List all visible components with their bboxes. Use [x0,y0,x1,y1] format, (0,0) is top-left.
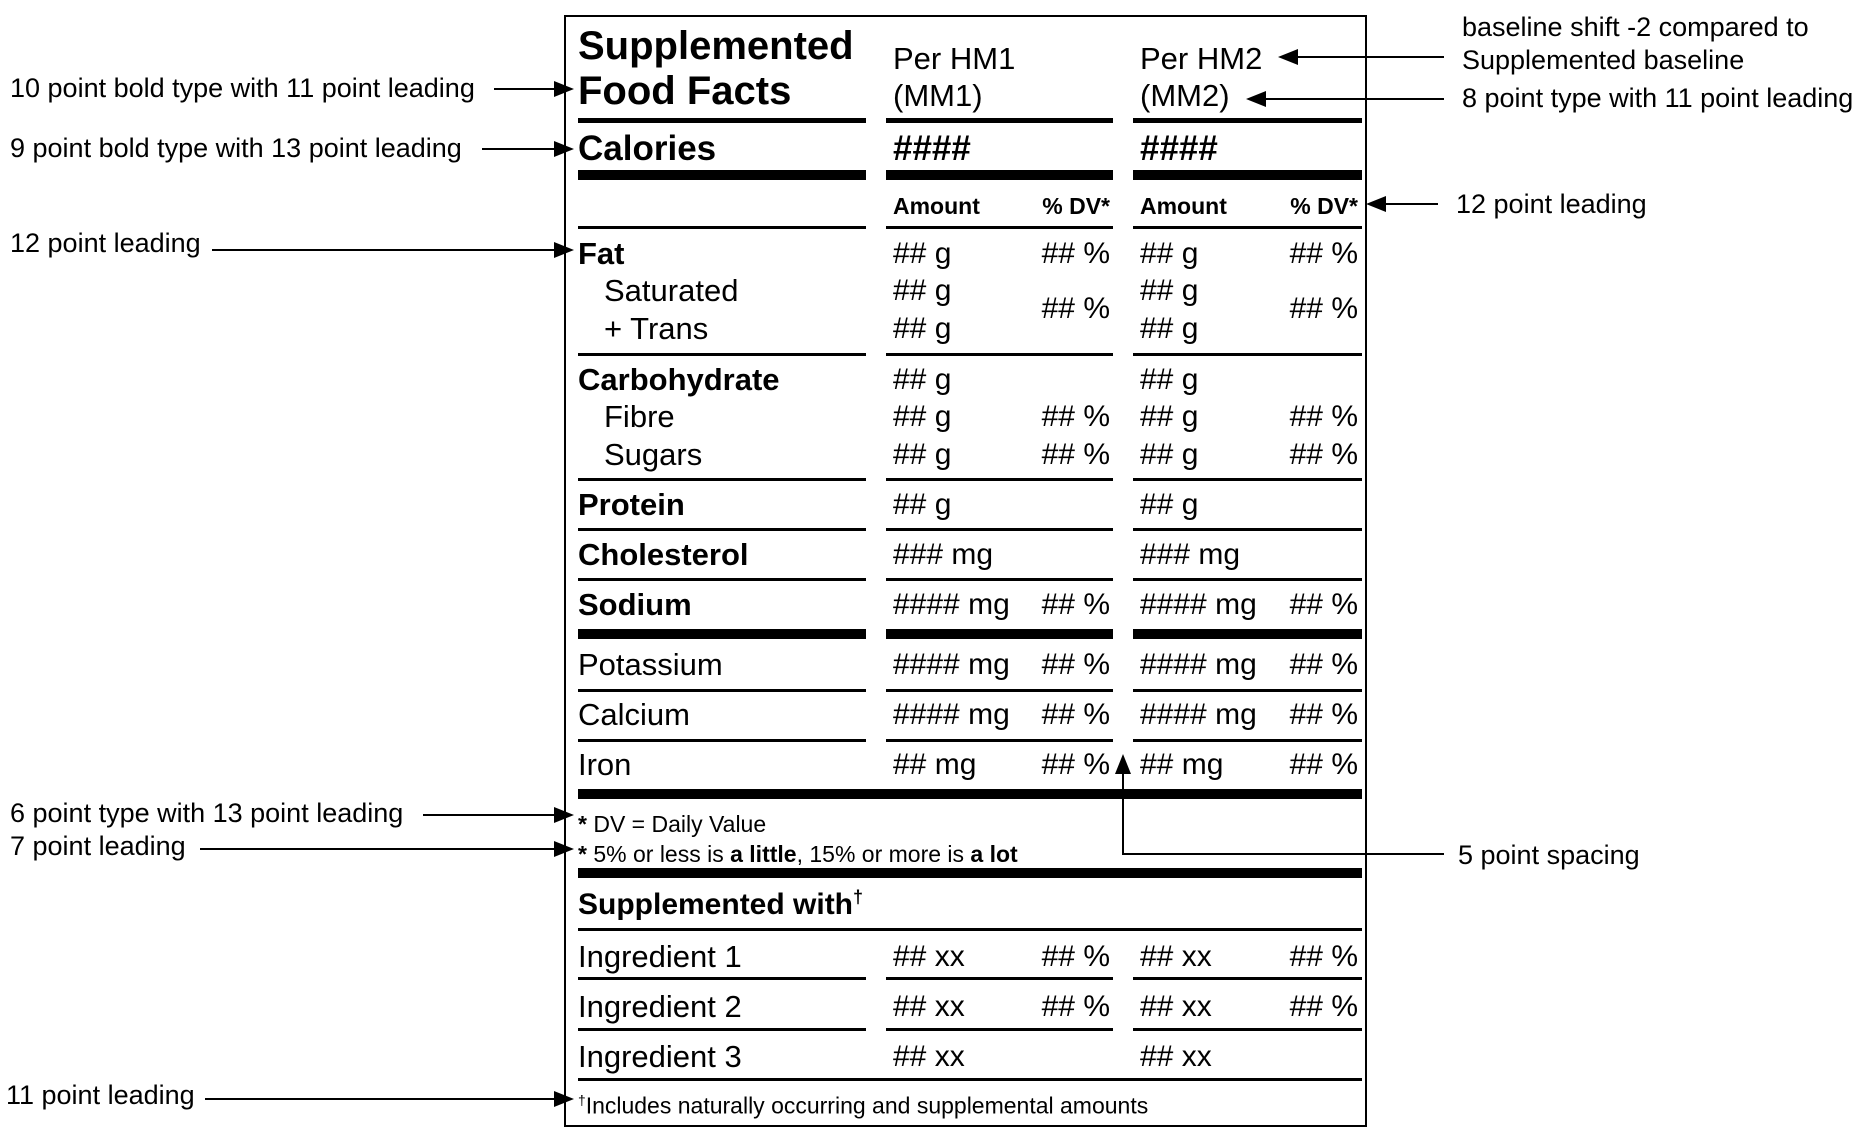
fat-col1-dv: ## % [1041,237,1110,270]
footnote-2-text-c: , 15% or more is [796,841,971,867]
iron-col2-amount: ## mg [1140,748,1224,781]
iron-col1-amount: ## mg [893,748,977,781]
protein-col1-amount: ## g [893,488,952,521]
arrow-line [1122,772,1124,855]
iron-col2-dv: ## % [1289,748,1358,781]
annotation-fat-leading: 12 point leading [10,228,201,258]
row-rule [1133,977,1362,980]
footnote-2-bold-a-lot: a lot [970,841,1018,867]
footnote-percent-guide [578,843,1018,866]
nutrient-cholesterol-label: Cholesterol [578,537,749,572]
potassium-col2-amount: #### mg [1140,648,1257,681]
calcium-col1-dv: ## % [1041,698,1110,731]
calories-col2: #### [1140,129,1218,168]
calcium-col1-amount: #### mg [893,698,1010,731]
dagger-footnote-text: Includes naturally occurring and supplemental amounts [585,1092,1149,1119]
col2-header-line2: (MM2) [1140,78,1230,113]
arrow-left-icon [1278,49,1298,65]
row-rule [578,977,866,980]
arrow-line [1266,98,1444,100]
ingredient-2-col1-amount: ## xx [893,990,965,1023]
sugars-col2-dv: ## % [1289,438,1358,471]
col1-header-line1: Per HM1 [893,41,1016,76]
trans-col2-amount: ## g [1140,312,1199,345]
row-rule [886,739,1113,742]
ingredient-2-col2-amount: ## xx [1140,990,1212,1023]
ingredient-1-col2-amount: ## xx [1140,940,1212,973]
arrow-left-icon [1246,91,1266,107]
ingredient-3-label: Ingredient 3 [578,1039,742,1074]
label-title-line1: Supplemented [578,24,854,68]
section-bar [1133,629,1362,639]
ingredient-1-col1-dv: ## % [1041,940,1110,973]
calories-label: Calories [578,129,717,168]
row-rule [886,226,1113,229]
ingredient-3-col2-amount: ## xx [1140,1040,1212,1073]
fibre-col1-dv: ## % [1041,400,1110,433]
sodium-col1-dv: ## % [1041,588,1110,621]
arrow-line [205,1098,554,1100]
arrow-right-icon [554,141,574,157]
arrow-right-icon [554,242,574,258]
fat-col2-dv: ## % [1289,237,1358,270]
row-rule [578,528,866,531]
nutrient-sugars-label: Sugars [604,437,703,472]
arrow-line [1386,203,1438,205]
annotation-baseline-shift-line2: Supplemented baseline [1462,45,1745,75]
arrow-right-icon [554,1091,574,1107]
ingredient-2-label: Ingredient 2 [578,989,742,1024]
arrow-line [1298,56,1444,58]
header-rule [1133,118,1362,123]
row-rule [578,1078,1362,1081]
row-rule [1133,478,1362,481]
arrow-line [482,148,554,150]
dv-header-col2: % DV* [1290,193,1358,219]
ingredient-1-col2-dv: ## % [1289,940,1358,973]
annotation-baseline-shift-line1: baseline shift -2 compared to [1462,12,1809,42]
sat-trans-col2-dv: ## % [1289,292,1358,325]
fibre-col1-amount: ## g [893,400,952,433]
ingredient-1-label: Ingredient 1 [578,939,742,974]
calories-col1: #### [893,129,971,168]
header-rule [886,118,1113,123]
dagger-mark: † [578,1093,586,1108]
row-rule [886,528,1113,531]
row-rule [578,478,866,481]
carbohydrate-col2-amount: ## g [1140,363,1199,396]
row-rule [1133,578,1362,581]
footnote-bar [578,789,1362,799]
annotation-footnote-leading: 7 point leading [10,831,186,861]
sodium-col1-amount: #### mg [893,588,1010,621]
cholesterol-col1-amount: ### mg [893,538,994,571]
sugars-col1-amount: ## g [893,438,952,471]
sodium-col2-amount: #### mg [1140,588,1257,621]
col1-header-line2: (MM1) [893,78,983,113]
saturated-col2-amount: ## g [1140,274,1199,307]
section-bar [578,629,866,639]
calories-bar [578,170,866,180]
amount-header-col1: Amount [893,193,980,219]
arrow-line [1122,853,1444,855]
fibre-col2-dv: ## % [1289,400,1358,433]
sugars-col1-dv: ## % [1041,438,1110,471]
calcium-col2-dv: ## % [1289,698,1358,731]
nutrient-sodium-label: Sodium [578,587,692,622]
carbohydrate-col1-amount: ## g [893,363,952,396]
arrow-line [423,814,554,816]
arrow-right-icon [554,841,574,857]
dagger-mark: † [853,887,864,907]
asterisk: * [578,811,587,837]
supplemented-with-text: Supplemented with [578,888,854,921]
section-bar [886,629,1113,639]
dagger-footnote [578,1094,1148,1118]
annotation-spacing: 5 point spacing [1458,840,1640,870]
calories-bar [1133,170,1362,180]
ingredient-2-col2-dv: ## % [1289,990,1358,1023]
nutrient-carbohydrate-label: Carbohydrate [578,362,780,397]
annotation-dagger-leading: 11 point leading [6,1080,195,1110]
annotation-footnote-type: 6 point type with 13 point leading [10,798,404,828]
ingredient-2-col1-dv: ## % [1041,990,1110,1023]
footnote-1-text: DV = Daily Value [593,811,767,837]
arrow-right-icon [554,807,574,823]
potassium-col1-dv: ## % [1041,648,1110,681]
row-rule [1133,739,1362,742]
row-rule [578,1028,866,1031]
row-rule [1133,353,1362,356]
row-rule [886,689,1113,692]
supplemented-bar [578,868,1362,878]
trans-col1-amount: ## g [893,312,952,345]
fat-col2-amount: ## g [1140,237,1199,270]
supplemented-with-heading [578,888,863,920]
arrow-line [200,848,554,850]
row-rule [886,353,1113,356]
row-rule [1133,226,1362,229]
sodium-col2-dv: ## % [1289,588,1358,621]
dv-header-col1: % DV* [1042,193,1110,219]
potassium-col1-amount: #### mg [893,648,1010,681]
annotation-calories-type: 9 point bold type with 13 point leading [10,133,462,163]
row-rule [578,689,866,692]
ingredient-3-col1-amount: ## xx [893,1040,965,1073]
row-rule [1133,689,1362,692]
nutrient-iron-label: Iron [578,747,632,782]
potassium-col2-dv: ## % [1289,648,1358,681]
annotation-colheader-leading: 12 point leading [1456,189,1647,219]
amount-header-col2: Amount [1140,193,1227,219]
row-rule [578,739,866,742]
nutrient-protein-label: Protein [578,487,685,522]
label-title-line2: Food Facts [578,69,792,113]
nutrient-trans-label: + Trans [604,311,709,346]
saturated-col1-amount: ## g [893,274,952,307]
protein-col2-amount: ## g [1140,488,1199,521]
sugars-col2-amount: ## g [1140,438,1199,471]
row-rule [886,977,1113,980]
annotation-title-type: 10 point bold type with 11 point leading [10,73,475,103]
asterisk: * [578,841,587,867]
row-rule [886,478,1113,481]
arrow-right-icon [554,81,574,97]
nutrient-potassium-label: Potassium [578,647,723,682]
row-rule [886,578,1113,581]
nutrient-fat-label: Fat [578,236,625,271]
footnote-2-bold-a-little: a little [730,841,797,867]
row-rule [1133,1028,1362,1031]
row-rule [1133,528,1362,531]
iron-col1-dv: ## % [1041,748,1110,781]
sat-trans-col1-dv: ## % [1041,292,1110,325]
fibre-col2-amount: ## g [1140,400,1199,433]
nutrient-calcium-label: Calcium [578,697,690,732]
annotation-header-type: 8 point type with 11 point leading [1462,83,1854,113]
col2-header-line1: Per HM2 [1140,41,1263,76]
header-rule [578,118,866,123]
row-rule [886,1028,1113,1031]
arrow-line [212,249,554,251]
ingredient-1-col1-amount: ## xx [893,940,965,973]
arrow-left-icon [1366,196,1386,212]
row-rule [578,353,866,356]
row-rule [578,578,866,581]
calories-bar [886,170,1113,180]
footnote-daily-value [578,813,766,836]
calcium-col2-amount: #### mg [1140,698,1257,731]
arrow-up-icon [1115,754,1131,774]
nutrient-saturated-label: Saturated [604,273,739,308]
nutrient-fibre-label: Fibre [604,399,675,434]
row-rule [578,226,866,229]
fat-col1-amount: ## g [893,237,952,270]
footnote-2-text-a: 5% or less is [593,841,731,867]
cholesterol-col2-amount: ### mg [1140,538,1241,571]
row-rule [578,928,1362,931]
arrow-line [494,88,554,90]
